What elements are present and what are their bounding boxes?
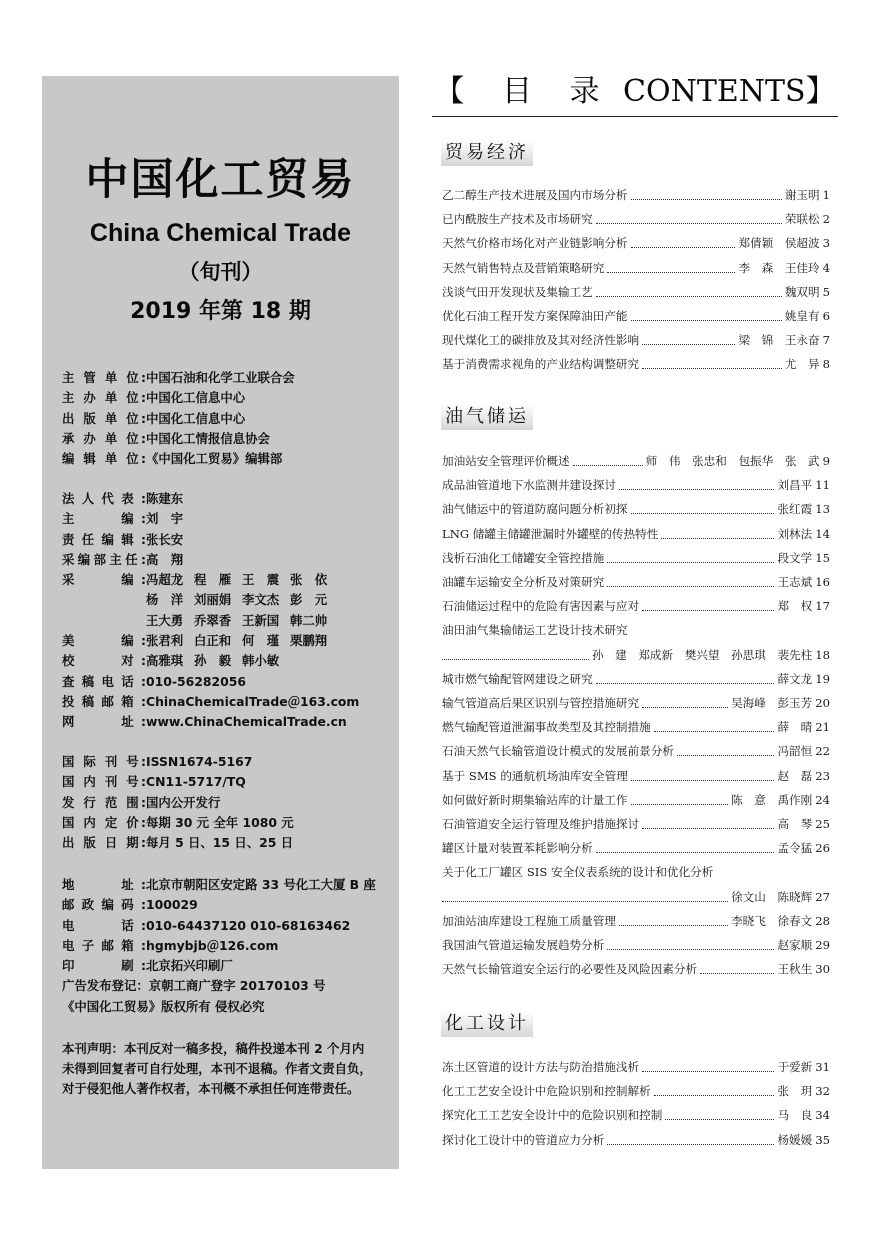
entry-title: 基于消费需求视角的产业结构调整研究 [442, 357, 640, 372]
dot-leader [700, 973, 774, 974]
toc-entry[interactable] [442, 838, 830, 858]
entry-title: 油田油气集输储运工艺设计技术研究 [442, 623, 628, 638]
entry-page: 24 [815, 792, 830, 807]
toc-entry[interactable] [442, 645, 830, 665]
entry-authors: 荣联松 [784, 212, 820, 227]
journal-title-en: China Chemical Trade [89, 219, 352, 247]
entry-title: 天然气销售特点及营销策略研究 [442, 260, 605, 275]
entry-title: 城市燃气输配管网建设之研究 [442, 671, 593, 686]
dot-leader [631, 247, 736, 248]
toc-entry[interactable] [442, 330, 830, 350]
entry-page: 35 [815, 1132, 830, 1147]
pub-row: 出 版 日 期: 每月 5 日、15 日、25 日 [62, 835, 294, 851]
dot-leader [661, 538, 774, 539]
entry-page: 25 [815, 817, 830, 831]
entry-title: 如何做好新时期集输站库的计量工作 [442, 792, 628, 807]
dot-leader [631, 199, 782, 200]
toc-entry[interactable] [442, 354, 830, 374]
entry-authors: 薛 晴 [777, 720, 813, 735]
entry-authors: 张红霞 [777, 502, 813, 517]
entry-authors: 徐文山 陈晓辉 [731, 889, 813, 904]
entry-authors: 李 森 王佳玲 [738, 260, 820, 275]
entry-page: 1 [822, 188, 830, 202]
dot-leader [596, 296, 782, 297]
dot-leader [642, 344, 735, 345]
journal-frequency: （旬刊） [178, 260, 263, 284]
entry-page: 8 [822, 357, 830, 372]
reporters-row: 王大勇 乔翠香 王新国 韩二帅 [146, 612, 328, 628]
dot-leader [596, 223, 782, 224]
toc-entry[interactable] [442, 862, 830, 882]
entry-authors: 王志斌 [777, 575, 813, 589]
dot-leader [631, 513, 775, 514]
org-row: 编 辑 单 位: 《中国化工贸易》编辑部 [62, 451, 283, 467]
contact-row: 地 址: 北京市朝阳区安定路 33 号化工大厦 B 座 [62, 877, 376, 892]
entry-authors: 张 玥 [777, 1084, 813, 1099]
entry-authors: 郑倩颖 侯超波 [738, 236, 820, 251]
dot-leader [442, 901, 728, 902]
entry-authors: 刘林法 [777, 526, 813, 541]
toc-entry[interactable] [442, 1105, 830, 1125]
pub-row: 国 内 定 价: 每期 30 元 全年 1080 元 [62, 814, 294, 830]
toc-entry[interactable] [442, 185, 830, 205]
entry-authors: 梁 锦 王永奋 [738, 333, 820, 348]
entry-page: 21 [815, 720, 830, 735]
entry-title: 已内酰胺生产技术及市场研究 [442, 212, 593, 227]
art-editors-row: 美 编: 张君利 白正和 何 瑾 栗鹏翔 [62, 633, 328, 649]
entry-authors: 王秋生 [777, 962, 813, 977]
entry-authors: 姚皇有 [784, 309, 820, 323]
dot-leader [642, 610, 774, 611]
entry-title: 优化石油工程开发方案保障油田产能 [442, 309, 628, 323]
dot-leader [619, 489, 775, 490]
website-url: www.ChinaChemicalTrade.cn [146, 714, 347, 730]
entry-title: 天然气价格市场化对产业链影响分析 [442, 236, 628, 251]
toc-entry[interactable] [442, 693, 830, 713]
entry-title: 现代煤化工的碳排放及其对经济性影响 [442, 333, 640, 348]
dot-leader [642, 1071, 774, 1072]
toc-entry[interactable] [442, 282, 830, 302]
entry-authors: 孟令猛 [777, 841, 813, 856]
entry-authors: 师 伟 张忠和 包振华 张 武 [645, 454, 820, 468]
dot-leader [607, 949, 774, 950]
entry-title: 探讨化工设计中的管道应力分析 [442, 1132, 605, 1147]
journal-statement: 本刊声明：本刊反对一稿多投，稿件投递本刊 2 个月内未得到回复者可自行处理，本刊不退稿。作者文责自负，对于侵犯他人著作权者，本刊概不承担任何连带责任。 [62, 1041, 372, 1096]
contact-info [62, 875, 376, 1017]
entry-authors: 赵家顺 [777, 938, 813, 952]
entry-title: 探究化工工艺安全设计中的危险识别和控制 [442, 1108, 663, 1123]
entry-authors: 尤 异 [784, 357, 820, 372]
journal-title-cn: 中国化工贸易 [85, 155, 356, 205]
entry-page: 15 [815, 550, 830, 565]
dot-leader [619, 925, 728, 926]
dot-leader [607, 1144, 774, 1145]
dot-leader [654, 1095, 775, 1096]
entry-authors: 赵 磊 [777, 768, 813, 783]
entry-authors: 郑 权 [777, 599, 813, 614]
entry-title: LNG 储罐主储罐泄漏时外罐壁的传热特性 [442, 526, 659, 541]
entry-authors: 薛文龙 [777, 671, 813, 686]
entry-page: 29 [815, 938, 830, 952]
managing-editor-row: 责任编辑: 张长安 [62, 531, 184, 547]
entry-page: 27 [815, 889, 830, 904]
entry-page: 22 [815, 744, 830, 759]
toc-entry[interactable] [442, 620, 830, 640]
entry-title: 乙二醇生产技术进展及国内市场分析 [442, 188, 628, 202]
legal-rep-row: 法人代表: 陈建东 [62, 491, 184, 506]
entry-page: 3 [822, 236, 830, 251]
org-row: 主 管 单 位: 中国石油和化学工业联合会 [62, 370, 295, 385]
dot-leader [596, 683, 775, 684]
entry-page: 34 [815, 1108, 830, 1123]
toc-entry[interactable] [442, 596, 830, 616]
entry-authors: 陈 意 禹作刚 [731, 792, 813, 807]
entry-page: 17 [815, 599, 830, 614]
entry-title: 化工工艺安全设计中危险识别和控制解析 [442, 1084, 651, 1099]
toc-entry[interactable] [442, 258, 830, 278]
dot-leader [442, 659, 589, 660]
entry-page: 5 [822, 284, 830, 299]
toc-entry[interactable] [442, 233, 830, 253]
section-heading: 化工设计 [441, 1011, 533, 1037]
toc-entry[interactable] [442, 959, 830, 979]
entry-page: 30 [815, 962, 830, 977]
dot-leader [654, 731, 775, 732]
toc-entry[interactable] [442, 717, 830, 737]
toc-entry[interactable] [442, 209, 830, 229]
entry-title: 关于化工厂罐区 SIS 安全仪表系统的设计和优化分析 [442, 865, 714, 880]
entry-page: 13 [815, 502, 830, 517]
toc-entry[interactable] [442, 572, 830, 592]
copyright: 《中国化工贸易》版权所有 侵权必究 [62, 998, 265, 1014]
reporters-row: 杨 洋 刘丽娟 李文杰 彭 元 [146, 592, 328, 608]
toc-entry[interactable] [442, 790, 830, 810]
entry-title: 基于 SMS 的通航机场油库安全管理 [442, 768, 628, 783]
entry-authors: 李晓飞 徐春文 [731, 913, 813, 928]
reporters-row: 采 编: 冯超龙 程 雁 王 震 张 依 [62, 572, 328, 588]
entry-title: 输气管道高后果区识别与管控措施研究 [442, 696, 640, 710]
toc-entry[interactable] [442, 548, 830, 568]
chief-editor-row: 主 编: 刘 宇 [62, 511, 184, 527]
entry-title: 加油站安全管理评价概述 [442, 454, 570, 468]
dot-leader [642, 368, 782, 369]
entry-page: 31 [815, 1060, 830, 1074]
dot-leader [607, 586, 774, 587]
toc-entry[interactable] [442, 814, 830, 834]
masthead-panel [42, 76, 399, 1169]
entry-title: 罐区计量对装置苯耗影响分析 [442, 841, 593, 856]
entry-authors: 刘昌平 [777, 478, 813, 493]
entry-page: 11 [815, 478, 830, 493]
dot-leader [642, 707, 728, 708]
email-row: 投稿邮箱: ChinaChemicalTrade＠163.com [62, 692, 359, 712]
entry-title: 油罐车运输安全分析及对策研究 [442, 575, 605, 589]
issue-number: 2019 年第 18 期 [130, 299, 311, 324]
contact-row: 印 刷: 北京拓兴印刷厂 [62, 958, 233, 974]
toc-entry[interactable] [442, 1057, 830, 1077]
toc-entry[interactable] [442, 911, 830, 931]
entry-title: 石油天然气长输管道设计模式的发展前景分析 [442, 744, 674, 759]
entry-title: 天然气长输管道安全运行的必要性及风险因素分析 [442, 962, 698, 977]
entry-page: 2 [822, 212, 830, 227]
dot-leader [607, 272, 735, 273]
toc-entry[interactable] [442, 306, 830, 326]
entry-page: 4 [822, 260, 830, 275]
toc-entry[interactable] [442, 935, 830, 955]
phone-row: 查稿电话: 010-56282056 [62, 673, 246, 689]
ad-license: 广告发布登记：京朝工商广登字 20170103 号 [62, 978, 326, 994]
entry-authors: 谢玉明 [784, 188, 820, 202]
entry-page: 16 [815, 575, 830, 589]
entry-page: 32 [815, 1084, 830, 1099]
entry-title: 加油站油库建设工程施工质量管理 [442, 913, 616, 928]
entry-page: 7 [822, 333, 830, 348]
toc-entry[interactable] [442, 766, 830, 786]
publication-info [62, 752, 294, 853]
entry-authors: 杨媛媛 [777, 1132, 813, 1147]
website-row: 网 址: www.ChinaChemicalTrade.cn [62, 712, 359, 732]
dot-leader [631, 780, 775, 781]
dot-leader [677, 755, 775, 756]
entry-title: 浅谈气田开发现状及集输工艺 [442, 284, 593, 299]
entry-title: 浅析石油化工储罐安全管控措施 [442, 550, 605, 565]
contact-row: 电子邮箱: hgmybjb＠126.com [62, 937, 279, 953]
toc-entry[interactable] [442, 475, 830, 495]
entry-title: 我国油气管道运输发展趋势分析 [442, 938, 605, 952]
entry-authors: 孙 建 郑成新 樊兴望 孙思琪 裴先柱 [591, 647, 813, 662]
toc-entry[interactable] [442, 451, 830, 471]
entry-page: 18 [815, 647, 830, 662]
section-heading: 贸易经济 [441, 140, 533, 166]
entry-authors: 吴海峰 彭玉芳 [731, 696, 813, 710]
dot-leader [596, 852, 775, 853]
dot-leader [665, 1119, 774, 1120]
toc-entry[interactable] [442, 499, 830, 519]
org-row: 承 办 单 位: 中国化工情报信息协会 [62, 430, 270, 446]
entry-title: 石油管道安全运行管理及维护措施探讨 [442, 817, 640, 831]
entry-title: 燃气输配管道泄漏事故类型及其控制措施 [442, 720, 651, 735]
toc-entry[interactable] [442, 669, 830, 689]
heading-rule [432, 116, 838, 117]
entry-page: 20 [815, 696, 830, 710]
entry-title: 冻土区管道的设计方法与防治措施浅析 [442, 1060, 640, 1074]
dot-leader [631, 320, 782, 321]
toc-entry[interactable] [442, 741, 830, 761]
staff-info [62, 489, 359, 733]
toc-entry[interactable] [442, 1130, 830, 1150]
pub-row: 发 行 范 围: 国内公开发行 [62, 794, 221, 810]
dot-leader [631, 804, 729, 805]
entry-authors: 高 琴 [777, 817, 813, 831]
dot-leader [573, 465, 643, 466]
entry-page: 9 [822, 454, 830, 468]
entry-authors: 马 良 [777, 1108, 813, 1123]
dot-leader [642, 828, 774, 829]
entry-authors: 冯韶恒 [777, 744, 813, 759]
pub-row: 国 内 刊 号: CN11-5717/TQ [62, 774, 246, 790]
entry-page: 28 [815, 913, 830, 928]
toc-entry[interactable] [442, 1081, 830, 1101]
entry-page: 26 [815, 841, 830, 856]
entry-page: 14 [815, 526, 830, 541]
entry-title: 石油储运过程中的危险有害因素与应对 [442, 599, 640, 614]
entry-title: 油气储运中的管道防腐问题分析初探 [442, 502, 628, 517]
entry-authors: 于爱新 [777, 1060, 813, 1074]
section-heading: 油气储运 [441, 404, 533, 430]
entry-title: 成品油管道地下水监测井建设探讨 [442, 478, 616, 493]
dot-leader [607, 562, 774, 563]
toc-entry[interactable] [442, 887, 830, 907]
org-row: 主 办 单 位: 中国化工信息中心 [62, 390, 246, 406]
pub-row: 国 际 刊 号: ISSN1674-5167 [62, 754, 253, 769]
entry-page: 6 [822, 309, 830, 323]
submission-email: ChinaChemicalTrade＠163.com [146, 693, 360, 709]
dept-director-row: 采编部主任: 高 翔 [62, 551, 184, 567]
org-info [62, 368, 295, 469]
entry-page: 19 [815, 671, 830, 686]
entry-authors: 段文学 [777, 550, 813, 565]
contact-row: 邮政编码: 100029 [62, 897, 198, 913]
org-row: 出 版 单 位: 中国化工信息中心 [62, 410, 246, 426]
entry-authors: 魏双明 [784, 284, 820, 299]
entry-page: 23 [815, 768, 830, 783]
toc-entry[interactable] [442, 524, 830, 544]
contents-heading: 【 目 录 CONTENTS】 [434, 74, 836, 109]
contact-row: 电 话: 010-64437120 010-68163462 [62, 917, 351, 933]
proofreaders-row: 校 对: 高雅琪 孙 毅 韩小敏 [62, 653, 280, 669]
